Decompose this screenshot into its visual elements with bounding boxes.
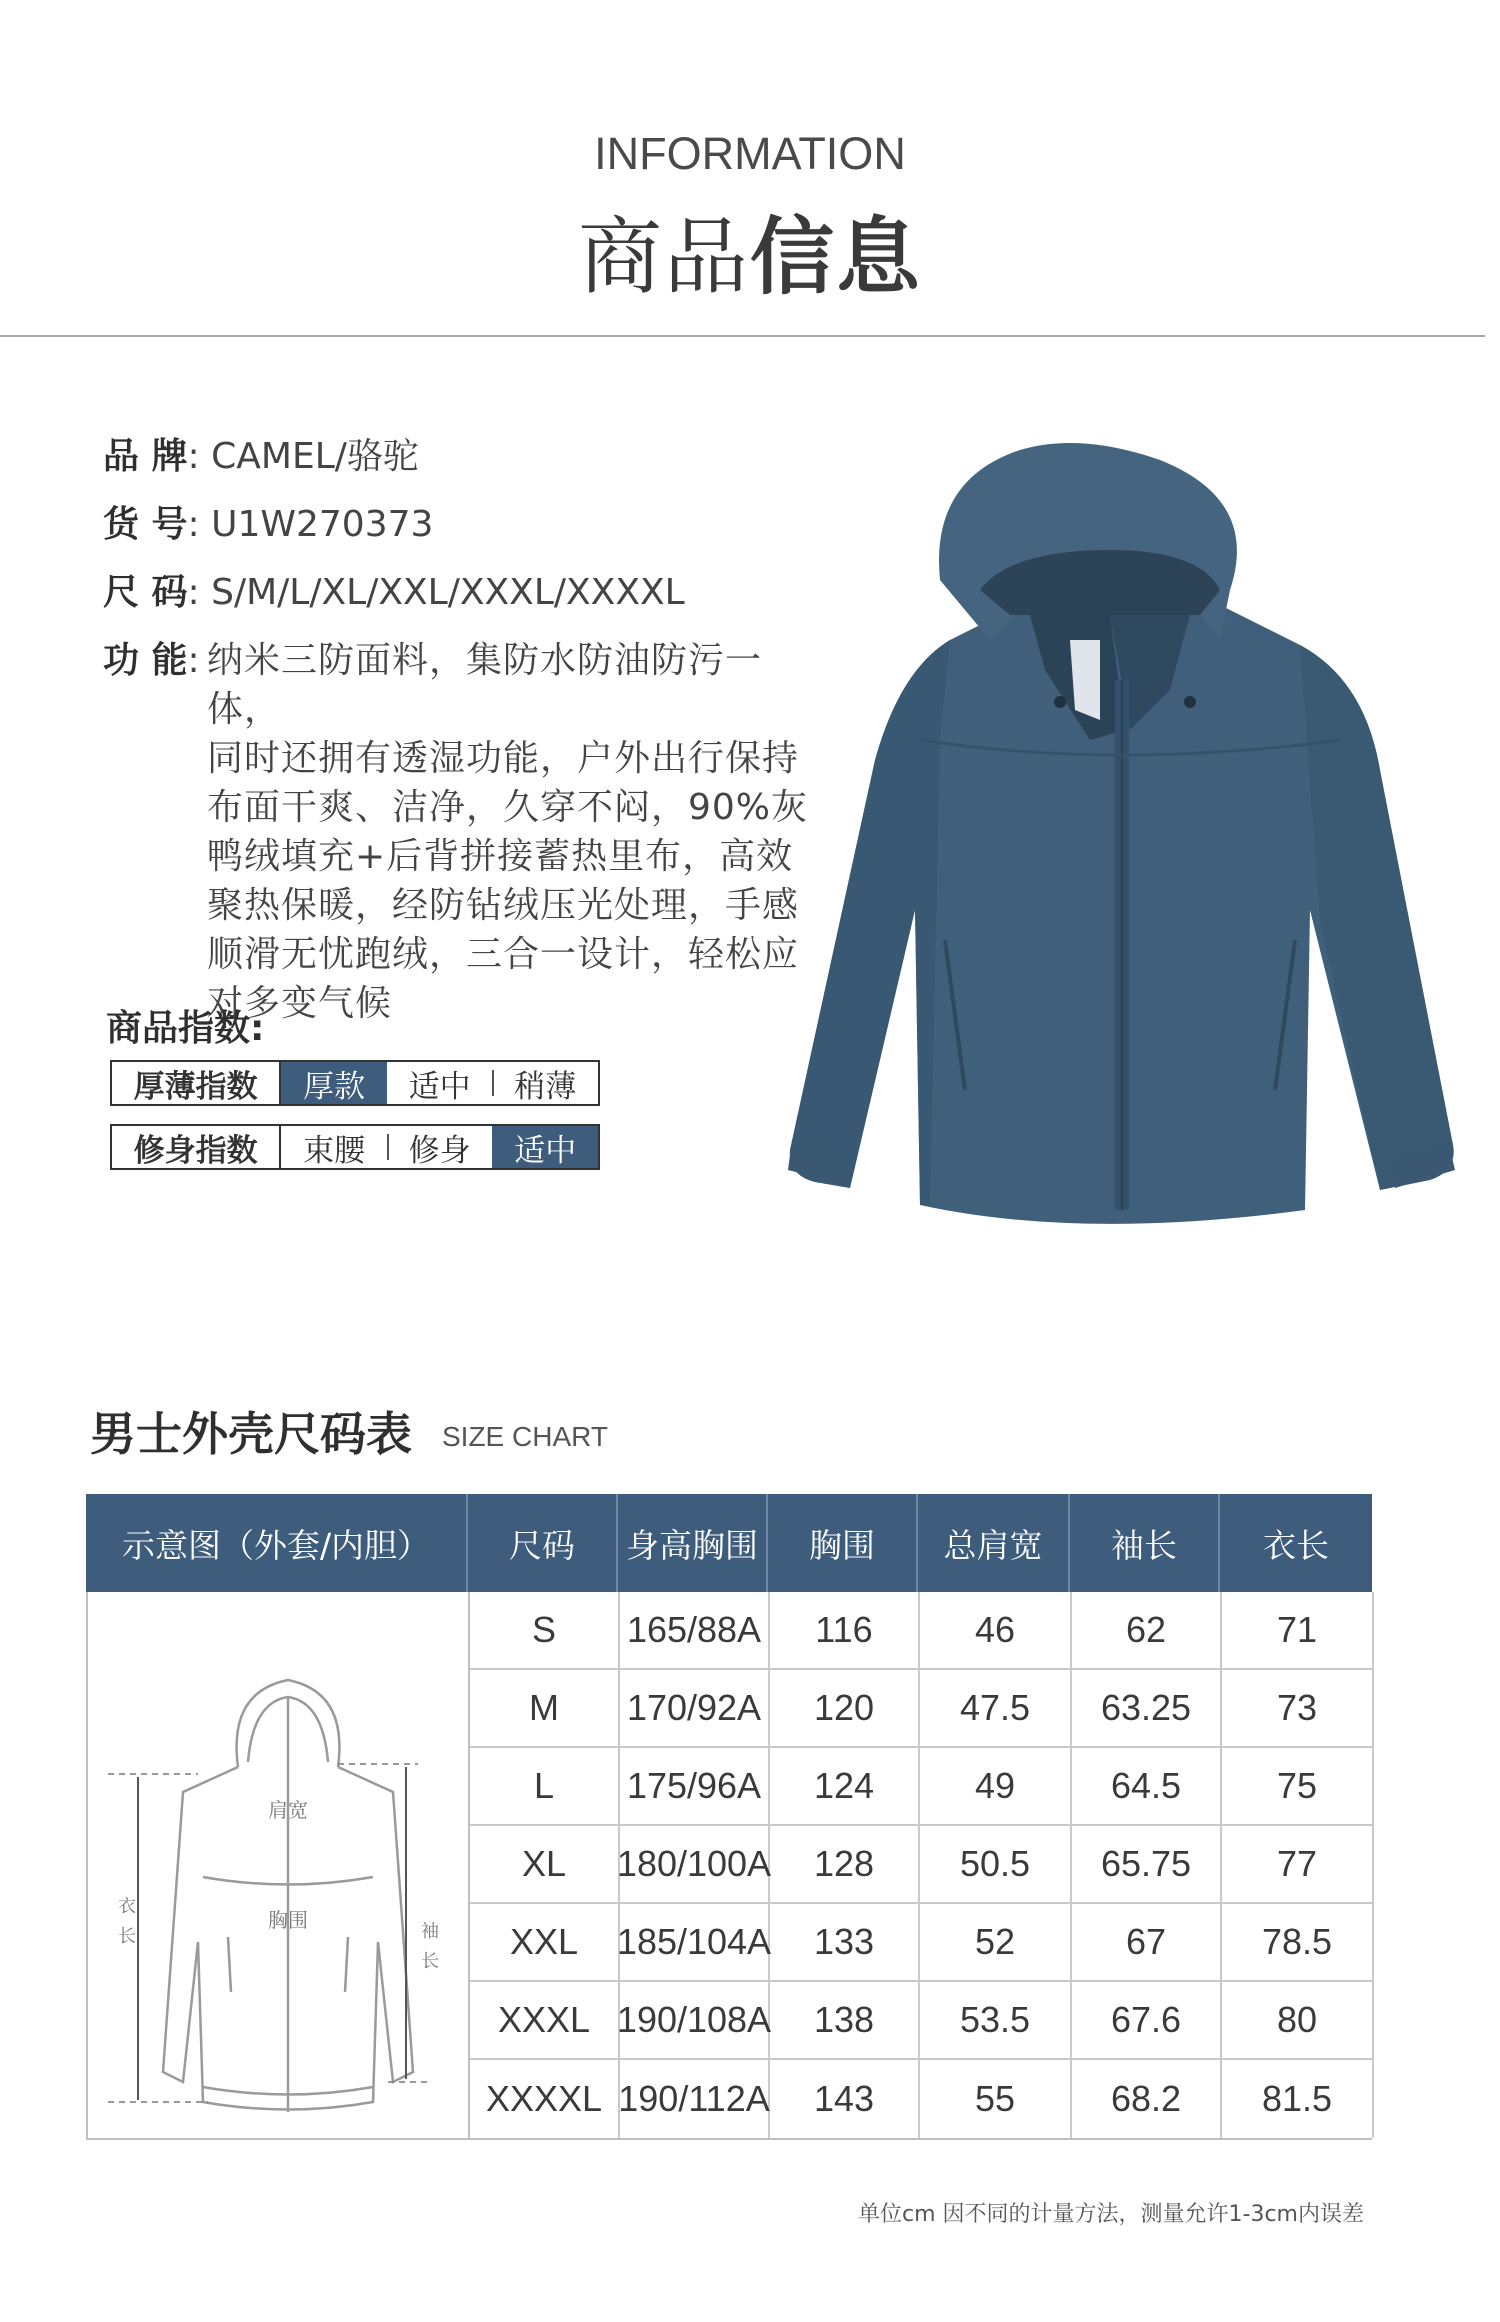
- fit-index-name: 修身指数: [112, 1126, 281, 1168]
- sku-key: 货 号: [103, 504, 188, 545]
- fit-index: [110, 1124, 600, 1170]
- func-key: 功 能: [103, 640, 188, 681]
- section-title-cn: [0, 190, 1500, 311]
- cell-length: 73: [1222, 1670, 1374, 1746]
- measurement-diagram: [88, 1592, 470, 2138]
- cell-length: 80: [1222, 1982, 1374, 2058]
- cell-height-chest: 190/108A: [620, 1982, 770, 2058]
- title-cn-light: 商品: [577, 208, 750, 306]
- header-size: 尺码: [468, 1494, 618, 1592]
- cell-chest: 138: [770, 1982, 920, 2058]
- diagram-label-length-b: 长: [118, 1926, 136, 1947]
- cell-shoulder: 55: [920, 2060, 1072, 2138]
- cell-length: 77: [1222, 1826, 1374, 1902]
- thickness-option-thin: 稍薄: [492, 1062, 598, 1104]
- cell-height-chest: 185/104A: [620, 1904, 770, 1980]
- func-line: 顺滑无忧跑绒，三合一设计，轻松应: [207, 934, 800, 975]
- header-sleeve: 袖长: [1070, 1494, 1220, 1592]
- cell-chest: 116: [770, 1592, 920, 1668]
- cell-chest: 124: [770, 1748, 920, 1824]
- cell-sleeve: 63.25: [1072, 1670, 1222, 1746]
- cell-height-chest: 170/92A: [620, 1670, 770, 1746]
- index-title: 商品指数:: [106, 1008, 265, 1049]
- func-line: 鸭绒填充+后背拼接蓄热里布，高效: [207, 836, 794, 877]
- func-line: 同时还拥有透湿功能，户外出行保持: [207, 738, 800, 779]
- table-body: [86, 1592, 1372, 2140]
- fit-option-slim: 修身: [387, 1126, 493, 1168]
- table-row: [470, 1748, 1374, 1826]
- cell-sleeve: 65.75: [1072, 1826, 1222, 1902]
- cell-size: XL: [470, 1826, 620, 1902]
- cell-shoulder: 50.5: [920, 1826, 1072, 1902]
- diagram-label-length-a: 衣: [118, 1896, 136, 1917]
- table-row: [470, 1982, 1374, 2060]
- cell-shoulder: 47.5: [920, 1670, 1072, 1746]
- cell-length: 71: [1222, 1592, 1374, 1668]
- cell-size: M: [470, 1670, 620, 1746]
- thickness-option-medium: 适中: [408, 1068, 471, 1105]
- thickness-option-thick: 厚款: [281, 1062, 387, 1104]
- cell-height-chest: 190/112A: [620, 2060, 770, 2138]
- thickness-index: [110, 1060, 600, 1106]
- table-row: [470, 1592, 1374, 1670]
- cell-length: 81.5: [1222, 2060, 1374, 2138]
- func-line: 纳米三防面料，集防水防油防污一体，: [207, 640, 763, 730]
- func-description: [207, 636, 827, 1028]
- diagram-label-sleeve-b: 长: [421, 1951, 439, 1972]
- cell-size: XXL: [470, 1904, 620, 1980]
- cell-sleeve: 67: [1072, 1904, 1222, 1980]
- cell-length: 78.5: [1222, 1904, 1374, 1980]
- header-divider: [0, 335, 1485, 337]
- measurement-note: 单位cm 因不同的计量方法，测量允许1-3cm内误差: [858, 2202, 1364, 2227]
- size-chart-table: [86, 1494, 1372, 2140]
- header-chest: 胸围: [768, 1494, 918, 1592]
- info-function: 功 能: 纳米三防面料，集防水防油防污一体， 同时还拥有透湿功能，户外出行保持 布面干爽、洁净，久穿不闷，90%灰 鸭绒填充+后背拼接蓄热里布，高效 聚热保暖，经防钻绒压光处理，手感 顺滑无忧跑绒，三合一设计，轻松应 对多变气候: [103, 636, 827, 1028]
- cell-chest: 120: [770, 1670, 920, 1746]
- cell-sleeve: 62: [1072, 1592, 1222, 1668]
- cell-size: S: [470, 1592, 620, 1668]
- header-length: 衣长: [1263, 1525, 1329, 1565]
- size-key: 尺 码: [103, 572, 188, 613]
- cell-shoulder: 46: [920, 1592, 1072, 1668]
- thickness-index-name: 厚薄指数: [112, 1062, 281, 1104]
- cell-height-chest: 165/88A: [620, 1592, 770, 1668]
- table-row: [470, 2060, 1374, 2138]
- jacket-outline-icon: [88, 1592, 468, 2138]
- diagram-label-sleeve-a: 袖: [421, 1921, 439, 1942]
- cell-shoulder: 52: [920, 1904, 1072, 1980]
- size-chart-title: 男士外壳尺码表: [90, 1407, 412, 1461]
- header-height-chest: 身高胸围: [618, 1494, 768, 1592]
- diagram-label-chest: 胸围: [268, 1908, 308, 1932]
- cell-size: XXXXL: [470, 2060, 620, 2138]
- cell-shoulder: 49: [920, 1748, 1072, 1824]
- fit-option-regular: 适中: [492, 1126, 598, 1168]
- cell-chest: 128: [770, 1826, 920, 1902]
- table-row: [470, 1670, 1374, 1748]
- header-shoulder: 总肩宽: [918, 1494, 1070, 1592]
- brand-key: 品 牌: [103, 436, 188, 477]
- cell-chest: 133: [770, 1904, 920, 1980]
- size-chart-subtitle: SIZE CHART: [442, 1421, 608, 1452]
- cell-chest: 143: [770, 2060, 920, 2138]
- cell-height-chest: 175/96A: [620, 1748, 770, 1824]
- table-row: [470, 1904, 1374, 1982]
- section-title-en: INFORMATION: [594, 128, 906, 179]
- func-line: 布面干爽、洁净，久穿不闷，90%灰: [207, 787, 809, 828]
- table-header: [86, 1494, 1372, 1592]
- sku-value: U1W270373: [211, 504, 434, 545]
- title-cn-bold: 信息: [750, 208, 923, 306]
- fit-option-waist: 束腰: [303, 1132, 366, 1169]
- info-brand: 品 牌: CAMEL/骆驼: [103, 436, 419, 477]
- size-rows: [470, 1592, 1374, 2138]
- cell-sleeve: 67.6: [1072, 1982, 1222, 2058]
- cell-size: XXXL: [470, 1982, 620, 2058]
- info-size: 尺 码: S/M/L/XL/XXL/XXXL/XXXXL: [103, 572, 685, 613]
- func-line: 对多变气候: [207, 983, 393, 1024]
- table-row: [470, 1826, 1374, 1904]
- brand-value: CAMEL/骆驼: [211, 436, 419, 477]
- info-sku: 货 号: U1W270373: [103, 504, 434, 545]
- header-diagram: 示意图（外套/内胆）: [86, 1494, 468, 1592]
- diagram-label-shoulder: 肩宽: [268, 1798, 308, 1822]
- cell-sleeve: 64.5: [1072, 1748, 1222, 1824]
- size-value: S/M/L/XL/XXL/XXXL/XXXXL: [211, 572, 685, 613]
- cell-height-chest: 180/100A: [620, 1826, 770, 1902]
- func-line: 聚热保暖，经防钻绒压光处理，手感: [207, 885, 800, 926]
- cell-sleeve: 68.2: [1072, 2060, 1222, 2138]
- cell-size: L: [470, 1748, 620, 1824]
- cell-shoulder: 53.5: [920, 1982, 1072, 2058]
- cell-length: 75: [1222, 1748, 1374, 1824]
- jacket-product-image: [780, 440, 1460, 1230]
